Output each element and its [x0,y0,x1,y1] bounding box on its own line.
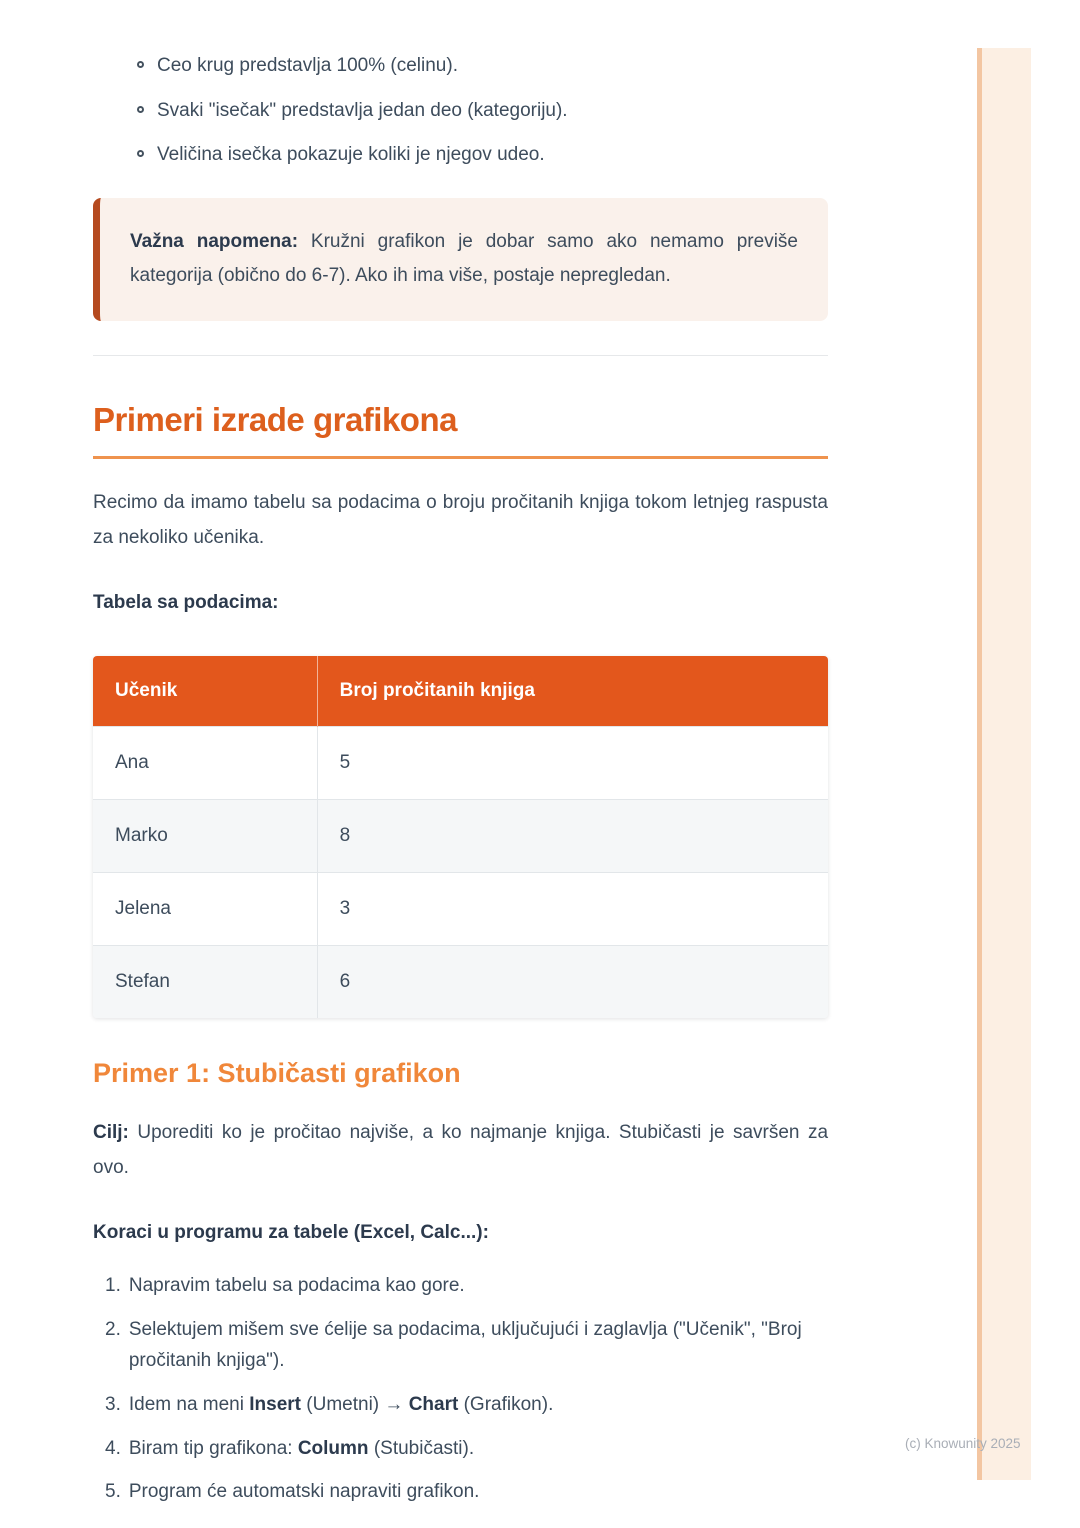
step-item [105,1315,828,1377]
table-cell: Jelena [93,873,317,946]
goal-paragraph [93,1115,828,1185]
table-cell: 6 [317,946,828,1019]
table-cell: Stefan [93,946,317,1019]
table-cell: 5 [317,727,828,800]
step-item [105,1271,828,1302]
step-text: Program će automatski napraviti grafikon. [128,1481,480,1503]
side-decor-stripe [977,48,1031,1480]
step-number: 5. [105,1481,121,1503]
bullet-text: Veličina isečka pokazuje koliki je njegov udeo. [157,144,545,165]
intro-paragraph: Recimo da imamo tabelu sa podacima o broju pročitanih knjiga tokom letnjeg raspusta za nekoliko učenika. [93,491,828,549]
table-cell: Ana [93,727,317,800]
step-text: Napravim tabelu sa podacima kao gore. [128,1275,465,1297]
bullet-circle-icon [137,61,144,68]
section-divider [93,355,828,356]
table-row [93,873,828,946]
table-header-row [93,656,828,727]
step-number: 1. [105,1275,121,1297]
table-cell: 3 [317,873,828,946]
bullet-text: Svaki "isečak" predstavlja jedan deo (kategoriju). [157,99,568,121]
goal-text: Uporediti ko je pročitao najviše, a ko najmanje knjiga. Stubičasti je savršen za ovo. [93,1122,829,1179]
table-row [93,800,828,873]
step-item [105,1434,828,1465]
copyright-footer: (c) Knowunity 2025 [905,1436,1021,1451]
goal-label: Cilj: [93,1122,129,1144]
table-cell: Marko [93,800,317,873]
steps-label: Koraci u programu za tabele (Excel, Calc...): [93,1222,489,1244]
step-number: 4. [105,1437,121,1459]
bullet-text: Ceo krug predstavlja 100% (celinu). [157,55,458,76]
step-item [105,1477,828,1508]
step-number: 3. [105,1393,121,1415]
bullet-item [137,97,828,126]
table-body [93,727,828,1019]
example-heading: Primer 1: Stubičasti grafikon [93,1058,461,1089]
document-content [93,0,828,1508]
callout-text: Kružni grafikon je dobar samo ako nemamo previše kategorija (obično do 6-7). Ako ih ima više, postaje nepregledan. [130,230,798,286]
step-text: Selektujem mišem sve ćelije sa podacima, uključujući i zaglavlja ("Učenik", "Broj pročitanih knjiga"). [128,1319,802,1371]
table-label: Tabela sa podacima: [93,592,279,614]
callout-label: Važna napomena: [130,230,299,252]
bullet-item [137,52,828,81]
data-table-wrapper [93,656,828,1018]
step-text: Biram tip grafikona: Column (Stubičasti). [128,1437,475,1459]
step-text: Idem na meni Insert (Umetni) → Chart (Grafikon). [128,1393,554,1415]
bullet-circle-icon [137,150,144,157]
section-heading: Primeri izrade grafikona [93,401,828,459]
bullet-list [93,52,828,170]
data-table [93,656,828,1018]
table-row [93,946,828,1019]
table-header-cell: Broj pročitanih knjiga [317,656,828,727]
important-note-callout [93,198,828,321]
steps-list [93,1271,828,1508]
table-cell: 8 [317,800,828,873]
table-header-cell: Učenik [93,656,317,727]
step-number: 2. [105,1319,121,1341]
step-item [105,1390,828,1421]
table-row [93,727,828,800]
bullet-circle-icon [137,106,144,113]
bullet-item [137,141,828,170]
